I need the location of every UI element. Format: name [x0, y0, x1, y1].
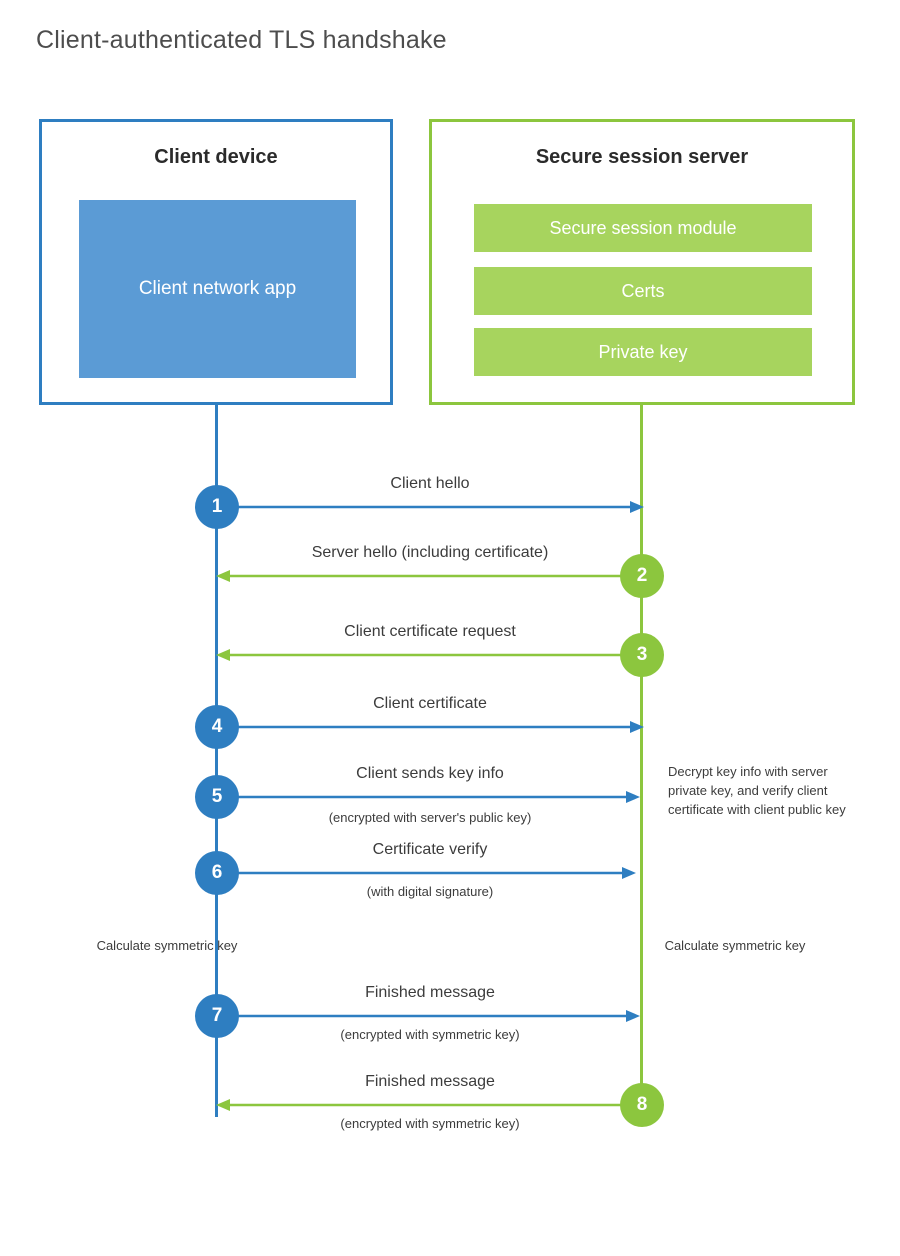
step-badge-7: 7 — [195, 994, 239, 1038]
step-badge-4: 4 — [195, 705, 239, 749]
step-badge-6: 6 — [195, 851, 239, 895]
note-decrypt-key-info: Decrypt key info with server private key, and verify client certificate with client public key — [668, 764, 846, 817]
step-badge-1: 1 — [195, 485, 239, 529]
arrow-client-to-server-7 — [0, 1006, 900, 1026]
arrow-server-to-client-3 — [0, 645, 900, 665]
message-sublabel-8: (encrypted with symmetric key) — [340, 1116, 520, 1131]
message-label-8: Finished message — [365, 1073, 495, 1090]
client-device-box — [39, 119, 393, 405]
message-label-5: Client sends key info — [356, 765, 504, 782]
server-component-certs: Certs — [474, 267, 812, 315]
message-sublabel-6: (with digital signature) — [366, 884, 494, 899]
arrow-client-to-server-6 — [0, 863, 900, 883]
step-badge-3: 3 — [620, 633, 664, 677]
message-label-6: Certificate verify — [372, 841, 488, 858]
server-component-secure-session-module: Secure session module — [474, 204, 812, 252]
client-network-app-block: Client network app — [79, 200, 356, 378]
arrow-server-to-client-2 — [0, 566, 900, 586]
secure-session-server-box — [429, 119, 855, 405]
step-badge-8: 8 — [620, 1083, 664, 1127]
message-sublabel-7: (encrypted with symmetric key) — [340, 1027, 520, 1042]
message-label-1: Client hello — [390, 475, 470, 492]
client-device-title: Client device — [154, 146, 278, 168]
step-badge-2: 2 — [620, 554, 664, 598]
note-calculate-symmetric-key-server: Calculate symmetric key — [664, 938, 806, 953]
arrow-server-to-client-8 — [0, 1095, 900, 1115]
message-label-7: Finished message — [365, 984, 495, 1001]
server-component-private-key: Private key — [474, 328, 812, 376]
message-label-4: Client certificate — [373, 695, 487, 712]
step-badge-5: 5 — [195, 775, 239, 819]
arrow-client-to-server-1 — [0, 497, 900, 517]
arrow-client-to-server-4 — [0, 717, 900, 737]
page-title: Client-authenticated TLS handshake — [36, 26, 447, 54]
note-calculate-symmetric-key-client: Calculate symmetric key — [96, 938, 238, 953]
message-sublabel-5: (encrypted with server's public key) — [328, 810, 532, 825]
message-label-2: Server hello (including certificate) — [311, 544, 549, 561]
message-label-3: Client certificate request — [344, 623, 516, 640]
secure-session-server-title: Secure session server — [535, 146, 749, 168]
